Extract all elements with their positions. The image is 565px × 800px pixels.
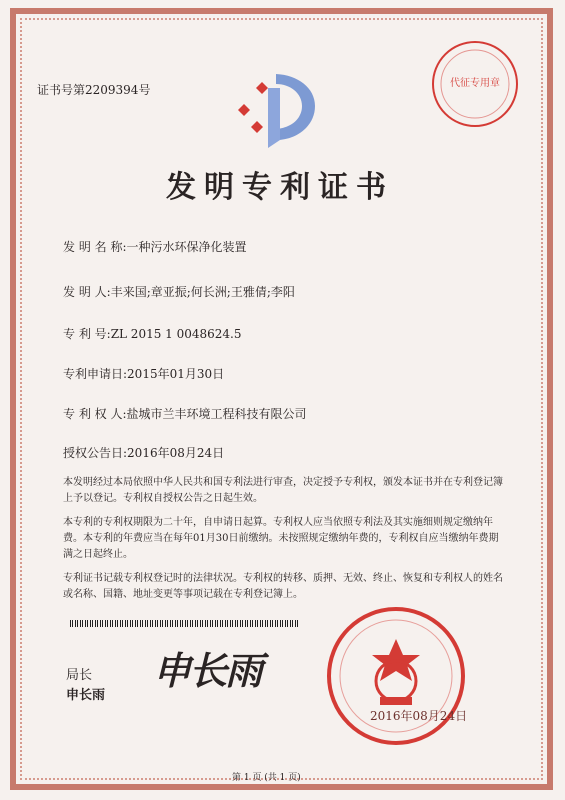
page-footer: 第 1 页 (共 1 页) bbox=[232, 773, 301, 783]
body-paragraph-3: 专利证书记载专利权登记时的法律状况。专利权的转移、质押、无效、终止、恢复和专利权人的姓名或名称、国籍、地址变更等事项记载在专利登记簿上。 bbox=[63, 573, 503, 600]
field-grant-date: 授权公告日:2016年08月24日 bbox=[63, 446, 225, 460]
barcode bbox=[70, 620, 300, 627]
top-right-stamp bbox=[427, 36, 523, 132]
director-name: 申长雨 bbox=[66, 688, 106, 703]
field-patent-number: 专 利 号:ZL 2015 1 0048624.5 bbox=[63, 327, 242, 341]
field-inventors: 发 明 人:丰来国;章亚振;何长洲;王雅倩;李阳 bbox=[63, 285, 295, 299]
patent-office-logo bbox=[228, 70, 328, 150]
director-signature: 申长雨 bbox=[153, 648, 262, 693]
body-paragraph-2: 本专利的专利权期限为二十年，自申请日起算。专利权人应当依照专利法及其实施细则规定缴纳年费。本专利的年费应当在每年01月30日前缴纳。未按照规定缴纳年费的，专利权自应当缴纳年费期满之日起终止。 bbox=[63, 517, 499, 560]
field-invention-title: 发 明 名 称:一种污水环保净化装置 bbox=[63, 240, 247, 254]
field-patentee: 专 利 权 人:盐城市兰丰环境工程科技有限公司 bbox=[63, 407, 307, 421]
seal-date: 2016年08月24日 bbox=[370, 709, 468, 723]
certificate-title: 发明专利证书 bbox=[166, 170, 394, 205]
svg-text:代征专用章: 代征专用章 bbox=[450, 78, 500, 89]
director-label: 局长 bbox=[66, 668, 93, 683]
field-application-date: 专利申请日:2015年01月30日 bbox=[63, 367, 225, 381]
body-paragraph-1: 本发明经过本局依照中华人民共和国专利法进行审查，决定授予专利权，颁发本证书并在专利登记簿上予以登记。专利权自授权公告之日起生效。 bbox=[63, 477, 503, 504]
certificate-number: 证书号第2209394号 bbox=[37, 83, 151, 97]
state-ipo-seal bbox=[323, 603, 469, 749]
